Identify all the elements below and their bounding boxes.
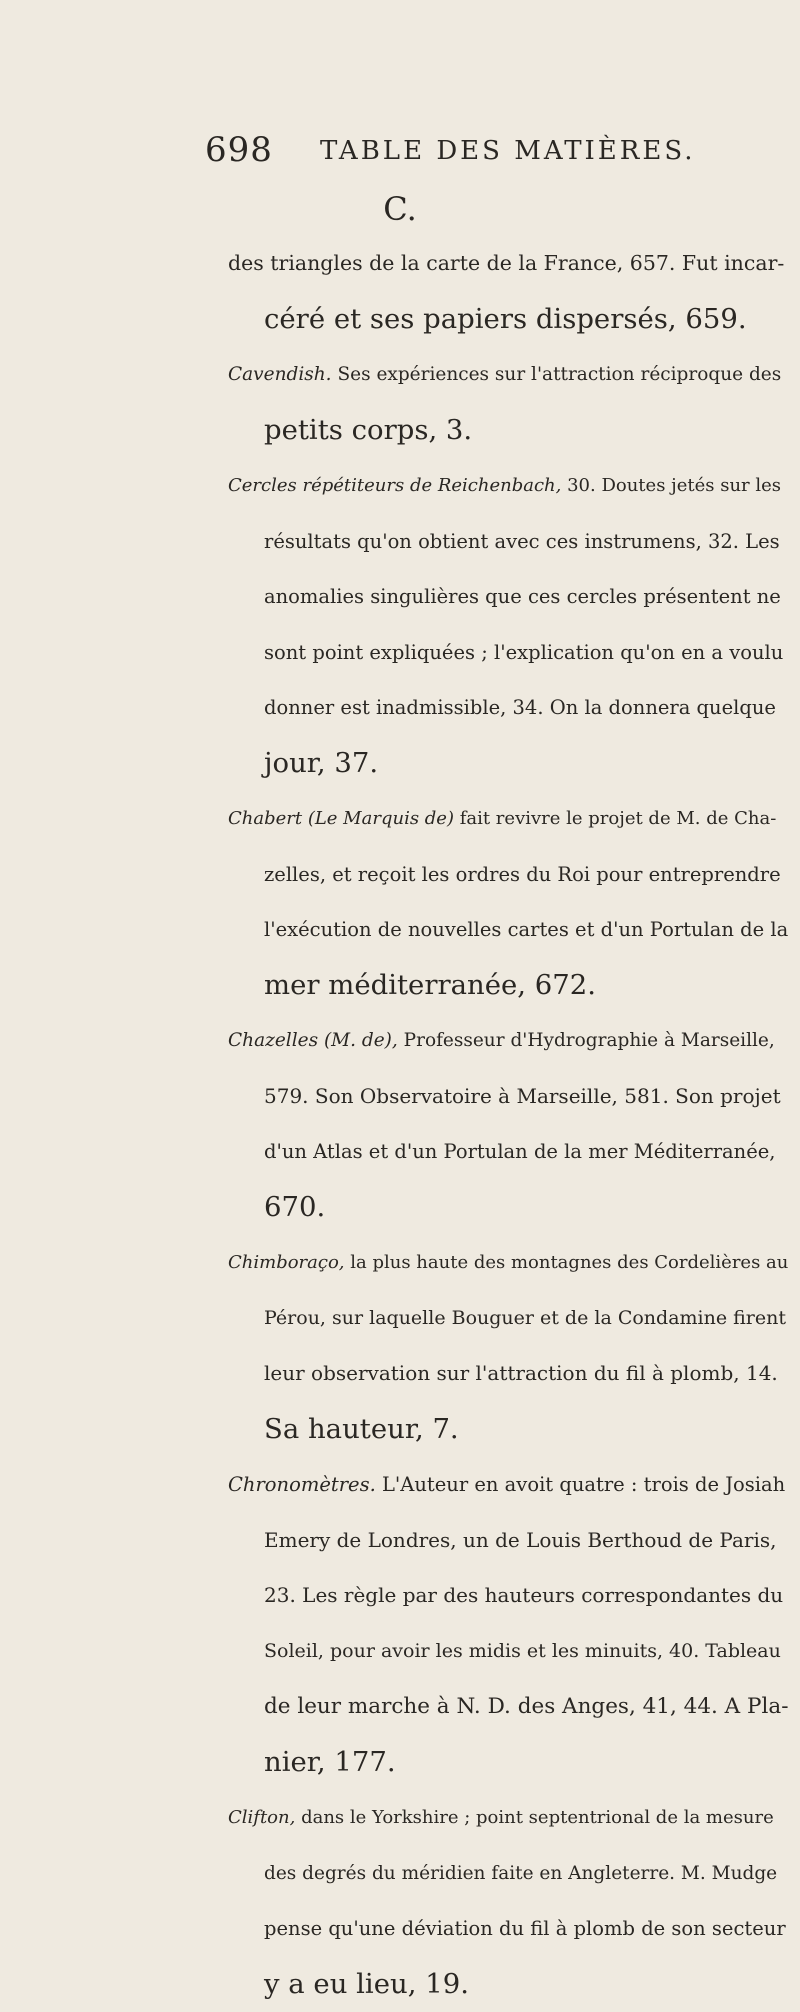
- index-entry: [228, 1790, 788, 2012]
- entry-line: [228, 1957, 788, 2012]
- entry-text: des triangles de la carte de la France, 657. Fut incar-: [228, 251, 784, 275]
- entry-line: [228, 1180, 788, 1236]
- entry-line: [228, 1402, 788, 1458]
- entry-line: [228, 1457, 788, 1513]
- entry-text: anomalies singulières que ces cercles présentent ne: [264, 585, 781, 608]
- entry-text: mer méditerranée, 672.: [264, 969, 596, 1001]
- entry-text: y a eu lieu, 19.: [264, 1968, 469, 2000]
- entry-line: [228, 236, 788, 292]
- entry-line: [228, 514, 788, 570]
- section-letter: C.: [0, 190, 800, 228]
- index-entry: [228, 1013, 788, 1235]
- entry-term: Clifton,: [228, 1807, 295, 1828]
- entry-line: [228, 292, 788, 348]
- entry-text: pense qu'une déviation du fil à plomb de son secteur: [264, 1917, 786, 1940]
- entry-line: [228, 569, 788, 625]
- entry-line: [228, 458, 788, 514]
- entry-text: 23. Les règle par des hauteurs correspondantes du: [264, 1583, 783, 1607]
- entry-text: des degrés du méridien faite en Angleterre. M. Mudge: [264, 1863, 777, 1884]
- entry-line: [228, 1346, 788, 1402]
- entry-line: [228, 847, 788, 903]
- entry-term: Chazelles (M. de),: [228, 1030, 398, 1051]
- entry-line: [228, 1790, 788, 1846]
- entry-text: petits corps, 3.: [264, 414, 472, 446]
- entry-term: Cavendish.: [228, 364, 332, 385]
- entry-text: de leur marche à N. D. des Anges, 41, 44. A Pla-: [264, 1694, 788, 1719]
- entry-line: [228, 1624, 788, 1680]
- entry-line: [228, 736, 788, 792]
- entry-text: 30. Doutes jetés sur les: [561, 475, 781, 496]
- entry-term: Chimboraço,: [228, 1252, 345, 1273]
- index-entry: [228, 347, 788, 458]
- index-entry: [228, 1457, 788, 1790]
- entry-text: 670.: [264, 1191, 325, 1223]
- entry-text: Professeur d'Hydrographie à Marseille,: [398, 1030, 775, 1051]
- entry-line: [228, 680, 788, 736]
- page-header: [205, 130, 740, 180]
- index-entry: [228, 458, 788, 791]
- entry-line: [228, 1124, 788, 1180]
- entry-line: [228, 403, 788, 459]
- entry-text: leur observation sur l'attraction du fil à plomb, 14.: [264, 1361, 778, 1385]
- running-title: TABLE DES MATIÈRES.: [320, 136, 696, 166]
- entry-text: donner est inadmissible, 34. On la donnera quelque: [264, 696, 776, 719]
- entry-text: dans le Yorkshire ; point septentrional de la mesure: [295, 1807, 773, 1828]
- entry-term: Chronomètres.: [228, 1473, 376, 1496]
- entry-line: [228, 1846, 788, 1902]
- index-entry: [228, 1235, 788, 1457]
- entry-text: Ses expériences sur l'attraction réciproque des: [332, 364, 782, 385]
- entry-line: [228, 1735, 788, 1791]
- entry-text: d'un Atlas et d'un Portulan de la mer Méditerranée,: [264, 1140, 776, 1163]
- entry-text: céré et ses papiers dispersés, 659.: [264, 303, 747, 335]
- entry-line: [228, 958, 788, 1014]
- entry-line: [228, 1568, 788, 1624]
- entry-text: L'Auteur en avoit quatre : trois de Josiah: [376, 1473, 785, 1496]
- entry-line: [228, 1013, 788, 1069]
- entry-text: Sa hauteur, 7.: [264, 1413, 459, 1445]
- entry-line: [228, 1679, 788, 1735]
- entry-line: [228, 1069, 788, 1125]
- entry-text: Pérou, sur laquelle Bouguer et de la Condamine firent: [264, 1307, 786, 1329]
- entry-line: [228, 625, 788, 681]
- entry-text: résultats qu'on obtient avec ces instrumens, 32. Les: [264, 530, 780, 553]
- entry-text: fait revivre le projet de M. de Cha-: [454, 808, 776, 829]
- entry-text: jour, 37.: [264, 747, 378, 779]
- entry-term: Cercles répétiteurs de Reichenbach,: [228, 475, 561, 496]
- entry-line: [228, 1291, 788, 1347]
- entry-line: [228, 1513, 788, 1569]
- page-number: 698: [205, 130, 273, 170]
- entry-text: sont point expliquées ; l'explication qu'on en a voulu: [264, 641, 783, 664]
- entry-line: [228, 1235, 788, 1291]
- entry-term: Chabert (Le Marquis de): [228, 808, 454, 829]
- entry-text: Soleil, pour avoir les midis et les minuits, 40. Tableau: [264, 1640, 781, 1662]
- index-entries: [228, 236, 788, 2012]
- entry-line: [228, 791, 788, 847]
- entry-text: la plus haute des montagnes des Cordelières au: [345, 1252, 789, 1273]
- index-entry: [228, 236, 788, 347]
- entry-text: Emery de Londres, un de Louis Berthoud de Paris,: [264, 1528, 776, 1552]
- entry-text: l'exécution de nouvelles cartes et d'un Portulan de la: [264, 918, 788, 941]
- entry-text: 579. Son Observatoire à Marseille, 581. Son projet: [264, 1084, 781, 1108]
- index-entry: [228, 791, 788, 1013]
- entry-line: [228, 902, 788, 958]
- entry-line: [228, 347, 788, 403]
- entry-line: [228, 1901, 788, 1957]
- entry-text: nier, 177.: [264, 1746, 396, 1778]
- entry-text: zelles, et reçoit les ordres du Roi pour entreprendre: [264, 863, 781, 886]
